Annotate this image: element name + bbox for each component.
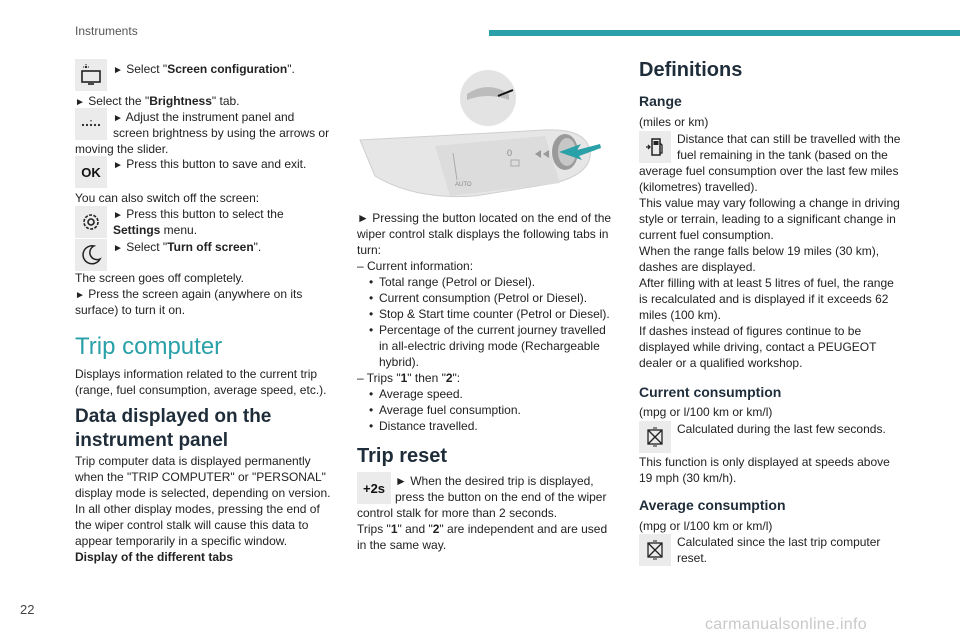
data-paragraph: Trip computer data is displayed permanently when the "TRIP COMPUTER" or "PERSONAL" display mode is selected, depending on version. In all other display modes, pressing the end of the wiper control stalk will cause this data to appear temporarily in a specific window. Display of the different tabs <box>75 454 331 564</box>
fuel-pump-icon <box>639 131 671 163</box>
watermark-text: carmanualsonline.info <box>705 616 867 633</box>
ok-button-icon: OK <box>75 156 107 188</box>
press-2s-icon: +2s <box>357 472 391 504</box>
range-icon-line2: fuel remaining in the tank (based on the <box>677 148 888 162</box>
section-title-definitions: Definitions <box>639 59 743 81</box>
current-note-line1: This function is only displayed at speeds above <box>639 455 890 469</box>
svg-text:0: 0 <box>507 148 513 158</box>
current-description: Calculated during the last few seconds. <box>677 422 886 436</box>
range-icon-line1: Distance that can still be travelled with the <box>677 132 901 146</box>
svg-text:AUTO: AUTO <box>455 182 472 188</box>
section-title-trip-computer: Trip computer <box>75 333 223 360</box>
trip-desc-line2: (range, fuel consumption, average speed, etc.). <box>75 383 327 397</box>
moon-icon <box>75 239 107 271</box>
current-note-line2: 19 mph (30 km/h). <box>639 471 737 485</box>
step-adjust-line1: ► Adjust the instrument panel and <box>113 110 295 124</box>
step-adjust-line2: screen brightness by using the arrows or <box>113 126 330 140</box>
trips-independent-line2: in the same way. <box>357 538 447 552</box>
reset-line1: ► When the desired trip is displayed, <box>395 474 594 488</box>
subtitle-trip-reset: Trip reset <box>357 445 448 467</box>
step-settings-line1: ► Press this button to select the <box>113 207 284 221</box>
trip-desc-line1: Displays information related to the current trip <box>75 367 318 381</box>
step-save: ► Press this button to save and exit. <box>113 157 307 171</box>
step-turn-off: ► Select "Turn off screen". <box>113 240 262 254</box>
average-line1: Calculated since the last trip computer <box>677 535 881 549</box>
settings-gear-icon <box>75 206 107 238</box>
step-adjust-line3: moving the slider. <box>75 142 169 156</box>
switch-off-intro: You can also switch off the screen: <box>75 191 260 205</box>
reset-line3: control stalk for more than 2 seconds. <box>357 506 558 520</box>
unavailable-icon-average <box>639 534 671 566</box>
average-units: (mpg or l/100 km or km/l) <box>639 519 773 533</box>
step-settings-line2: Settings menu. <box>113 223 198 237</box>
subtitle-current-consumption: Current consumption <box>639 384 782 400</box>
header-accent-bar <box>489 30 960 36</box>
trips-independent-line1: Trips "1" and "2" are independent and are used <box>357 522 608 536</box>
average-line2: reset. <box>677 551 708 565</box>
unavailable-icon-current <box>639 421 671 453</box>
page-number: 22 <box>20 602 35 617</box>
turn-on-line2: surface) to turn it on. <box>75 303 186 317</box>
subtitle-data-displayed: Data displayed on the instrument panel <box>75 406 272 451</box>
reset-line2: press the button on the end of the wiper <box>395 490 607 504</box>
range-units: (miles or km) <box>639 115 709 129</box>
subtitle-average-consumption: Average consumption <box>639 497 786 513</box>
range-paragraph: average fuel consumption over the last few miles (kilometres) travelled). This value may vary following a change in driving style or terrain, leading to a significant change in current fuel consumption. When the range falls below 19 miles (30 km), dashes are displayed. After filling with at least 5 litres of fuel, the range is recalculated and is displayed if it exceeds 62 miles (100 km). If dashes instead of figures continue to be displayed while driving, contact a PEUGEOT dealer or a qualified workshop. <box>639 164 900 370</box>
current-units: (mpg or l/100 km or km/l) <box>639 405 773 419</box>
screen-off-text: The screen goes off completely. <box>75 271 244 285</box>
step-brightness-tab: ► Select the "Brightness" tab. <box>75 94 240 108</box>
subtitle-range: Range <box>639 93 682 109</box>
press-paragraph: ► Pressing the button located on the end of the wiper control stalk displays the following tabs in turn: <box>357 211 612 257</box>
current-info-list: – Current information: • Total range (Petrol or Diesel). • Current consumption (Petrol or Diesel). • Stop & Start time counter (Petrol or Diesel). • Percentage of the current journey travelled in all-electric driving mode (Rechargeable hybrid). – Trips "1" then "2": • Average speed. • Average fuel consumption. • Distance travelled. <box>357 258 610 434</box>
wiper-stalk-illustration <box>355 68 617 208</box>
turn-on-line1: ► Press the screen again (anywhere on its <box>75 287 303 301</box>
step-screen-config: ► Select "Screen configuration". <box>113 62 295 76</box>
slider-dots-icon <box>75 108 107 140</box>
page-header-title: Instruments <box>75 24 138 38</box>
screen-config-icon <box>75 59 107 91</box>
